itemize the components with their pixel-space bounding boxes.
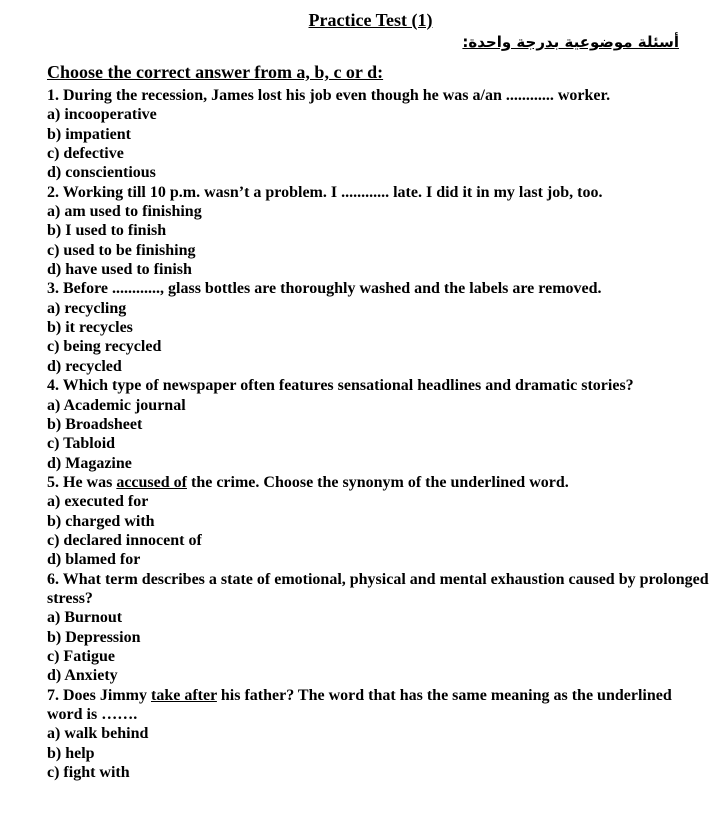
question-text: 1. During the recession, James lost his job even though he was a/an ............ worker. [47, 87, 611, 104]
option-c: c) Fatigue [47, 647, 115, 665]
option-a: a) recycling [47, 299, 127, 317]
instruction-heading: Choose the correct answer from a, b, c or d: [47, 62, 384, 82]
option-d: d) Anxiety [47, 667, 118, 685]
question-text-end: the crime. Choose the synonym of the underlined word. [186, 473, 569, 491]
option-b: b) it recycles [47, 319, 133, 337]
underlined-phrase: take after [150, 686, 217, 704]
question-text [47, 473, 709, 492]
option-b: b) Broadsheet [47, 415, 143, 433]
option-b: b) charged with [47, 512, 155, 530]
question-5 [47, 473, 709, 570]
question-text: 6. What term describes a state of emotional, physical and mental exhaustion caused by prolonged stress? [47, 570, 709, 607]
option-b: b) Depression [47, 628, 141, 646]
question-2 [47, 183, 709, 280]
option-d: d) have used to finish [47, 261, 192, 279]
question-1 [47, 86, 709, 183]
option-c: c) used to be finishing [47, 241, 196, 259]
question-text: 2. Working till 10 p.m. wasn’t a problem. I ............ late. I did it in my last job, too. [47, 183, 603, 201]
question-text-start: 5. He was [47, 473, 117, 491]
option-c: c) being recycled [47, 338, 162, 356]
question-text-end: his father? The word that has the same meaning as the underlined word is ……. [47, 686, 672, 723]
questions-list [47, 86, 709, 782]
option-b: b) I used to finish [47, 222, 167, 240]
option-a: a) am used to finishing [47, 203, 202, 221]
question-6 [47, 570, 709, 686]
option-d: d) recycled [47, 357, 122, 375]
question-text [47, 686, 709, 725]
option-b: b) impatient [47, 125, 131, 143]
option-a: a) executed for [47, 493, 149, 511]
option-a: a) Academic journal [47, 396, 186, 414]
option-a: a) Burnout [47, 609, 123, 627]
option-c: c) declared innocent of [47, 531, 202, 549]
option-d: d) blamed for [47, 551, 141, 569]
page-title: Practice Test (1) [308, 10, 433, 30]
option-b: b) help [47, 744, 95, 762]
question-text: 3. Before ............, glass bottles are thoroughly washed and the labels are removed. [47, 280, 602, 298]
option-c: c) fight with [47, 764, 130, 782]
option-a: a) incooperative [47, 106, 157, 124]
option-d: d) conscientious [47, 164, 156, 182]
underlined-phrase: accused of [116, 473, 187, 491]
option-a: a) walk behind [47, 725, 149, 743]
question-4 [47, 376, 709, 473]
option-d: d) Magazine [47, 454, 132, 472]
question-3 [47, 279, 709, 376]
option-c: c) defective [47, 145, 124, 163]
option-c: c) Tabloid [47, 435, 116, 453]
question-7 [47, 686, 709, 783]
arabic-heading: أسئلة موضوعية بدرجة واحدة: [462, 33, 679, 51]
question-text: 4. Which type of newspaper often features sensational headlines and dramatic stories? [47, 377, 634, 395]
question-text-start: 7. Does Jimmy [47, 686, 151, 704]
